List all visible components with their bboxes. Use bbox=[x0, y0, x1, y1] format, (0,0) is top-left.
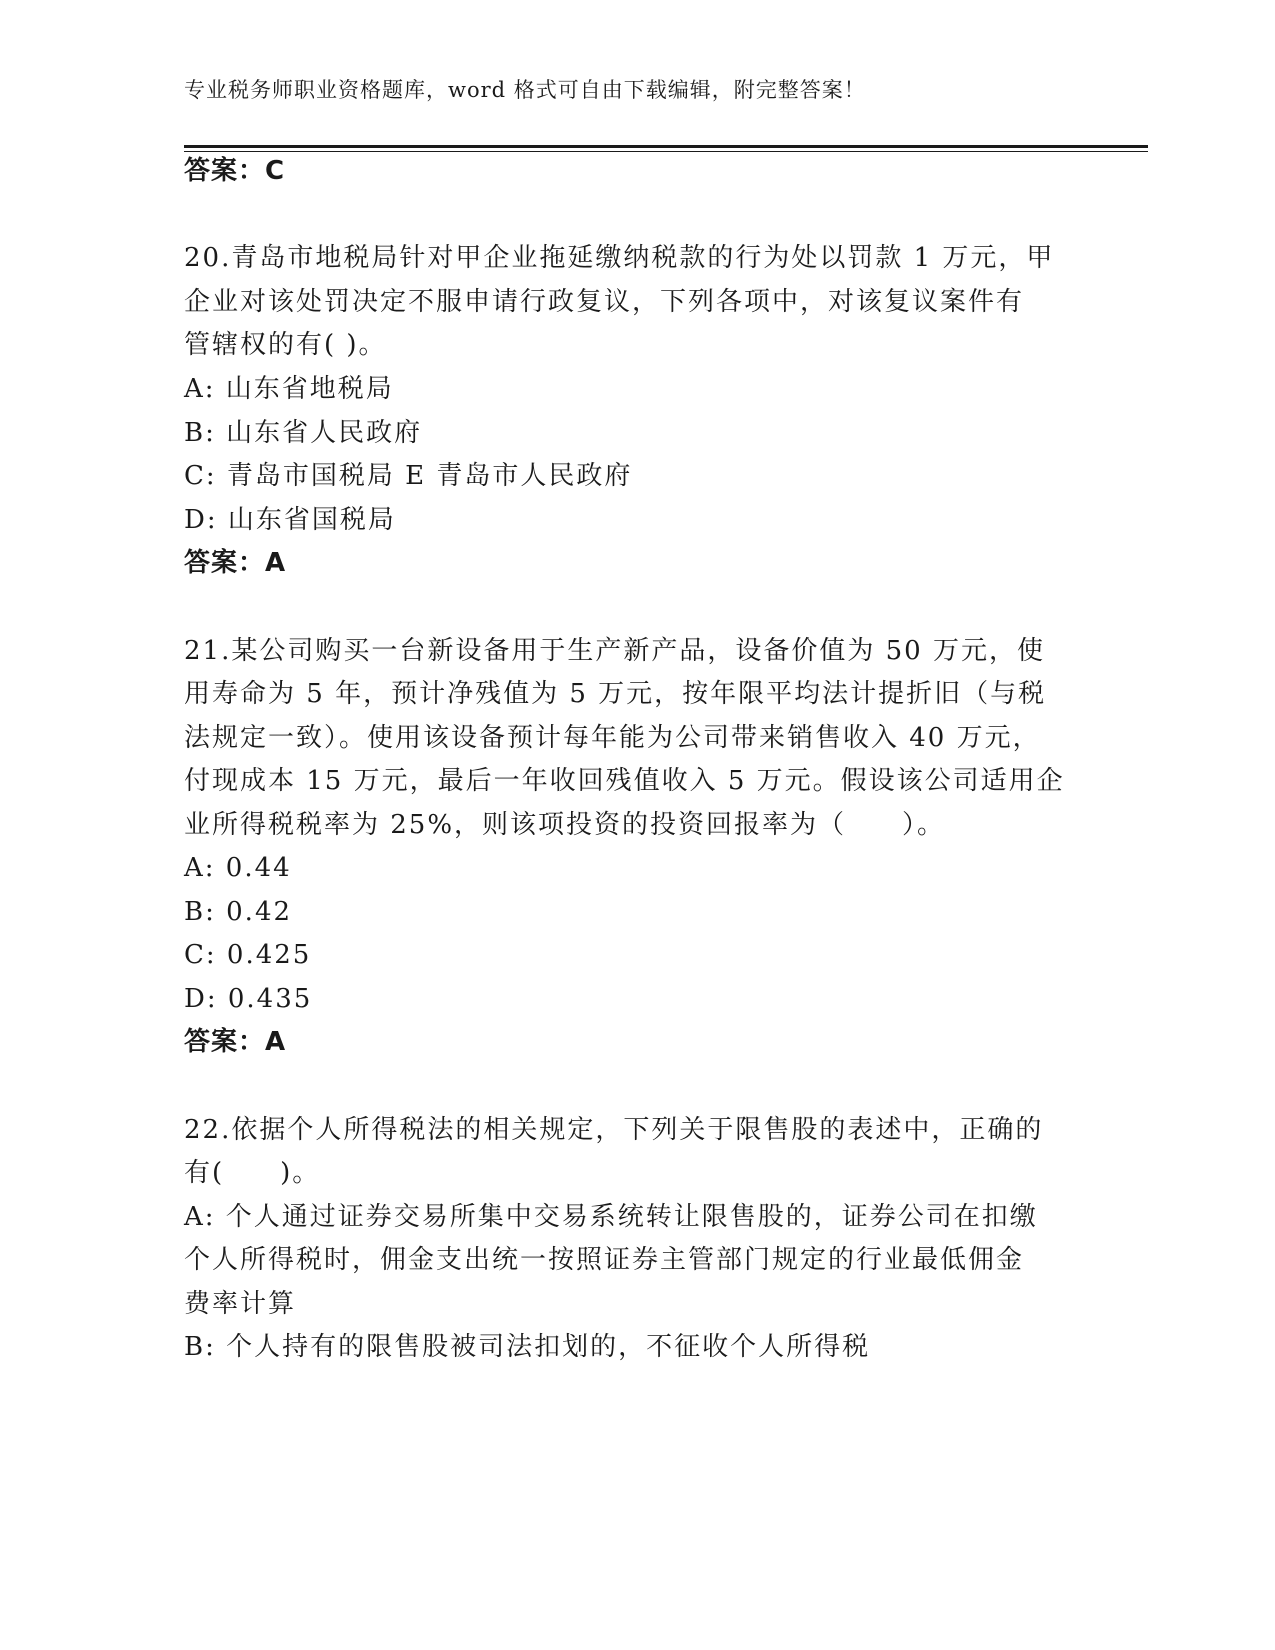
q21-text-line-3: 法规定一致）。使用该设备预计每年能为公司带来销售收入 40 万元， bbox=[184, 723, 1041, 753]
q21-option-d: D: 0.435 bbox=[184, 984, 313, 1014]
q21-option-a: A: 0.44 bbox=[184, 853, 292, 883]
q22-option-a-line-1: A: 个人通过证券交易所集中交易系统转让限售股的，证券公司在扣缴 bbox=[184, 1202, 1038, 1232]
q21-option-b: B: 0.42 bbox=[184, 897, 293, 927]
header-divider-thick bbox=[184, 145, 1148, 148]
q20-option-c: C: 青岛市国税局 E 青岛市人民政府 bbox=[184, 461, 633, 491]
q20-answer: 答案：A bbox=[184, 548, 287, 578]
q22-option-b: B: 个人持有的限售股被司法扣划的，不征收个人所得税 bbox=[184, 1332, 871, 1362]
q21-option-c: C: 0.425 bbox=[184, 940, 312, 970]
answer-prev: 答案：C bbox=[184, 156, 286, 186]
q20-text-line-3: 管辖权的有( )。 bbox=[184, 330, 387, 360]
q22-option-a-line-2: 个人所得税时，佣金支出统一按照证券主管部门规定的行业最低佣金 bbox=[184, 1245, 1025, 1275]
q21-answer: 答案：A bbox=[184, 1027, 287, 1057]
q21-text-line-4: 付现成本 15 万元，最后一年收回残值收入 5 万元。假设该公司适用企 bbox=[184, 766, 1065, 796]
q21-text-line-1: 21.某公司购买一台新设备用于生产新产品，设备价值为 50 万元，使 bbox=[184, 636, 1045, 666]
q20-option-a: A: 山东省地税局 bbox=[184, 374, 394, 404]
header-divider-thin bbox=[184, 151, 1148, 152]
q20-option-b: B: 山东省人民政府 bbox=[184, 418, 423, 448]
q20-text-line-2: 企业对该处罚决定不服申请行政复议，下列各项中，对该复议案件有 bbox=[184, 287, 1025, 317]
q20-option-d: D: 山东省国税局 bbox=[184, 505, 396, 535]
header-note: 专业税务师职业资格题库，word 格式可自由下载编辑，附完整答案！ bbox=[184, 78, 866, 102]
q22-option-a-line-3: 费率计算 bbox=[184, 1289, 297, 1319]
q22-text-line-2: 有( )。 bbox=[184, 1158, 321, 1188]
q20-text-line-1: 20.青岛市地税局针对甲企业拖延缴纳税款的行为处以罚款 1 万元，甲 bbox=[184, 243, 1055, 273]
q22-text-line-1: 22.依据个人所得税法的相关规定，下列关于限售股的表述中，正确的 bbox=[184, 1115, 1044, 1145]
q21-text-line-2: 用寿命为 5 年，预计净残值为 5 万元，按年限平均法计提折旧（与税 bbox=[184, 679, 1047, 709]
q21-text-line-5: 业所得税税率为 25%，则该项投资的投资回报率为（ ）。 bbox=[184, 810, 946, 840]
